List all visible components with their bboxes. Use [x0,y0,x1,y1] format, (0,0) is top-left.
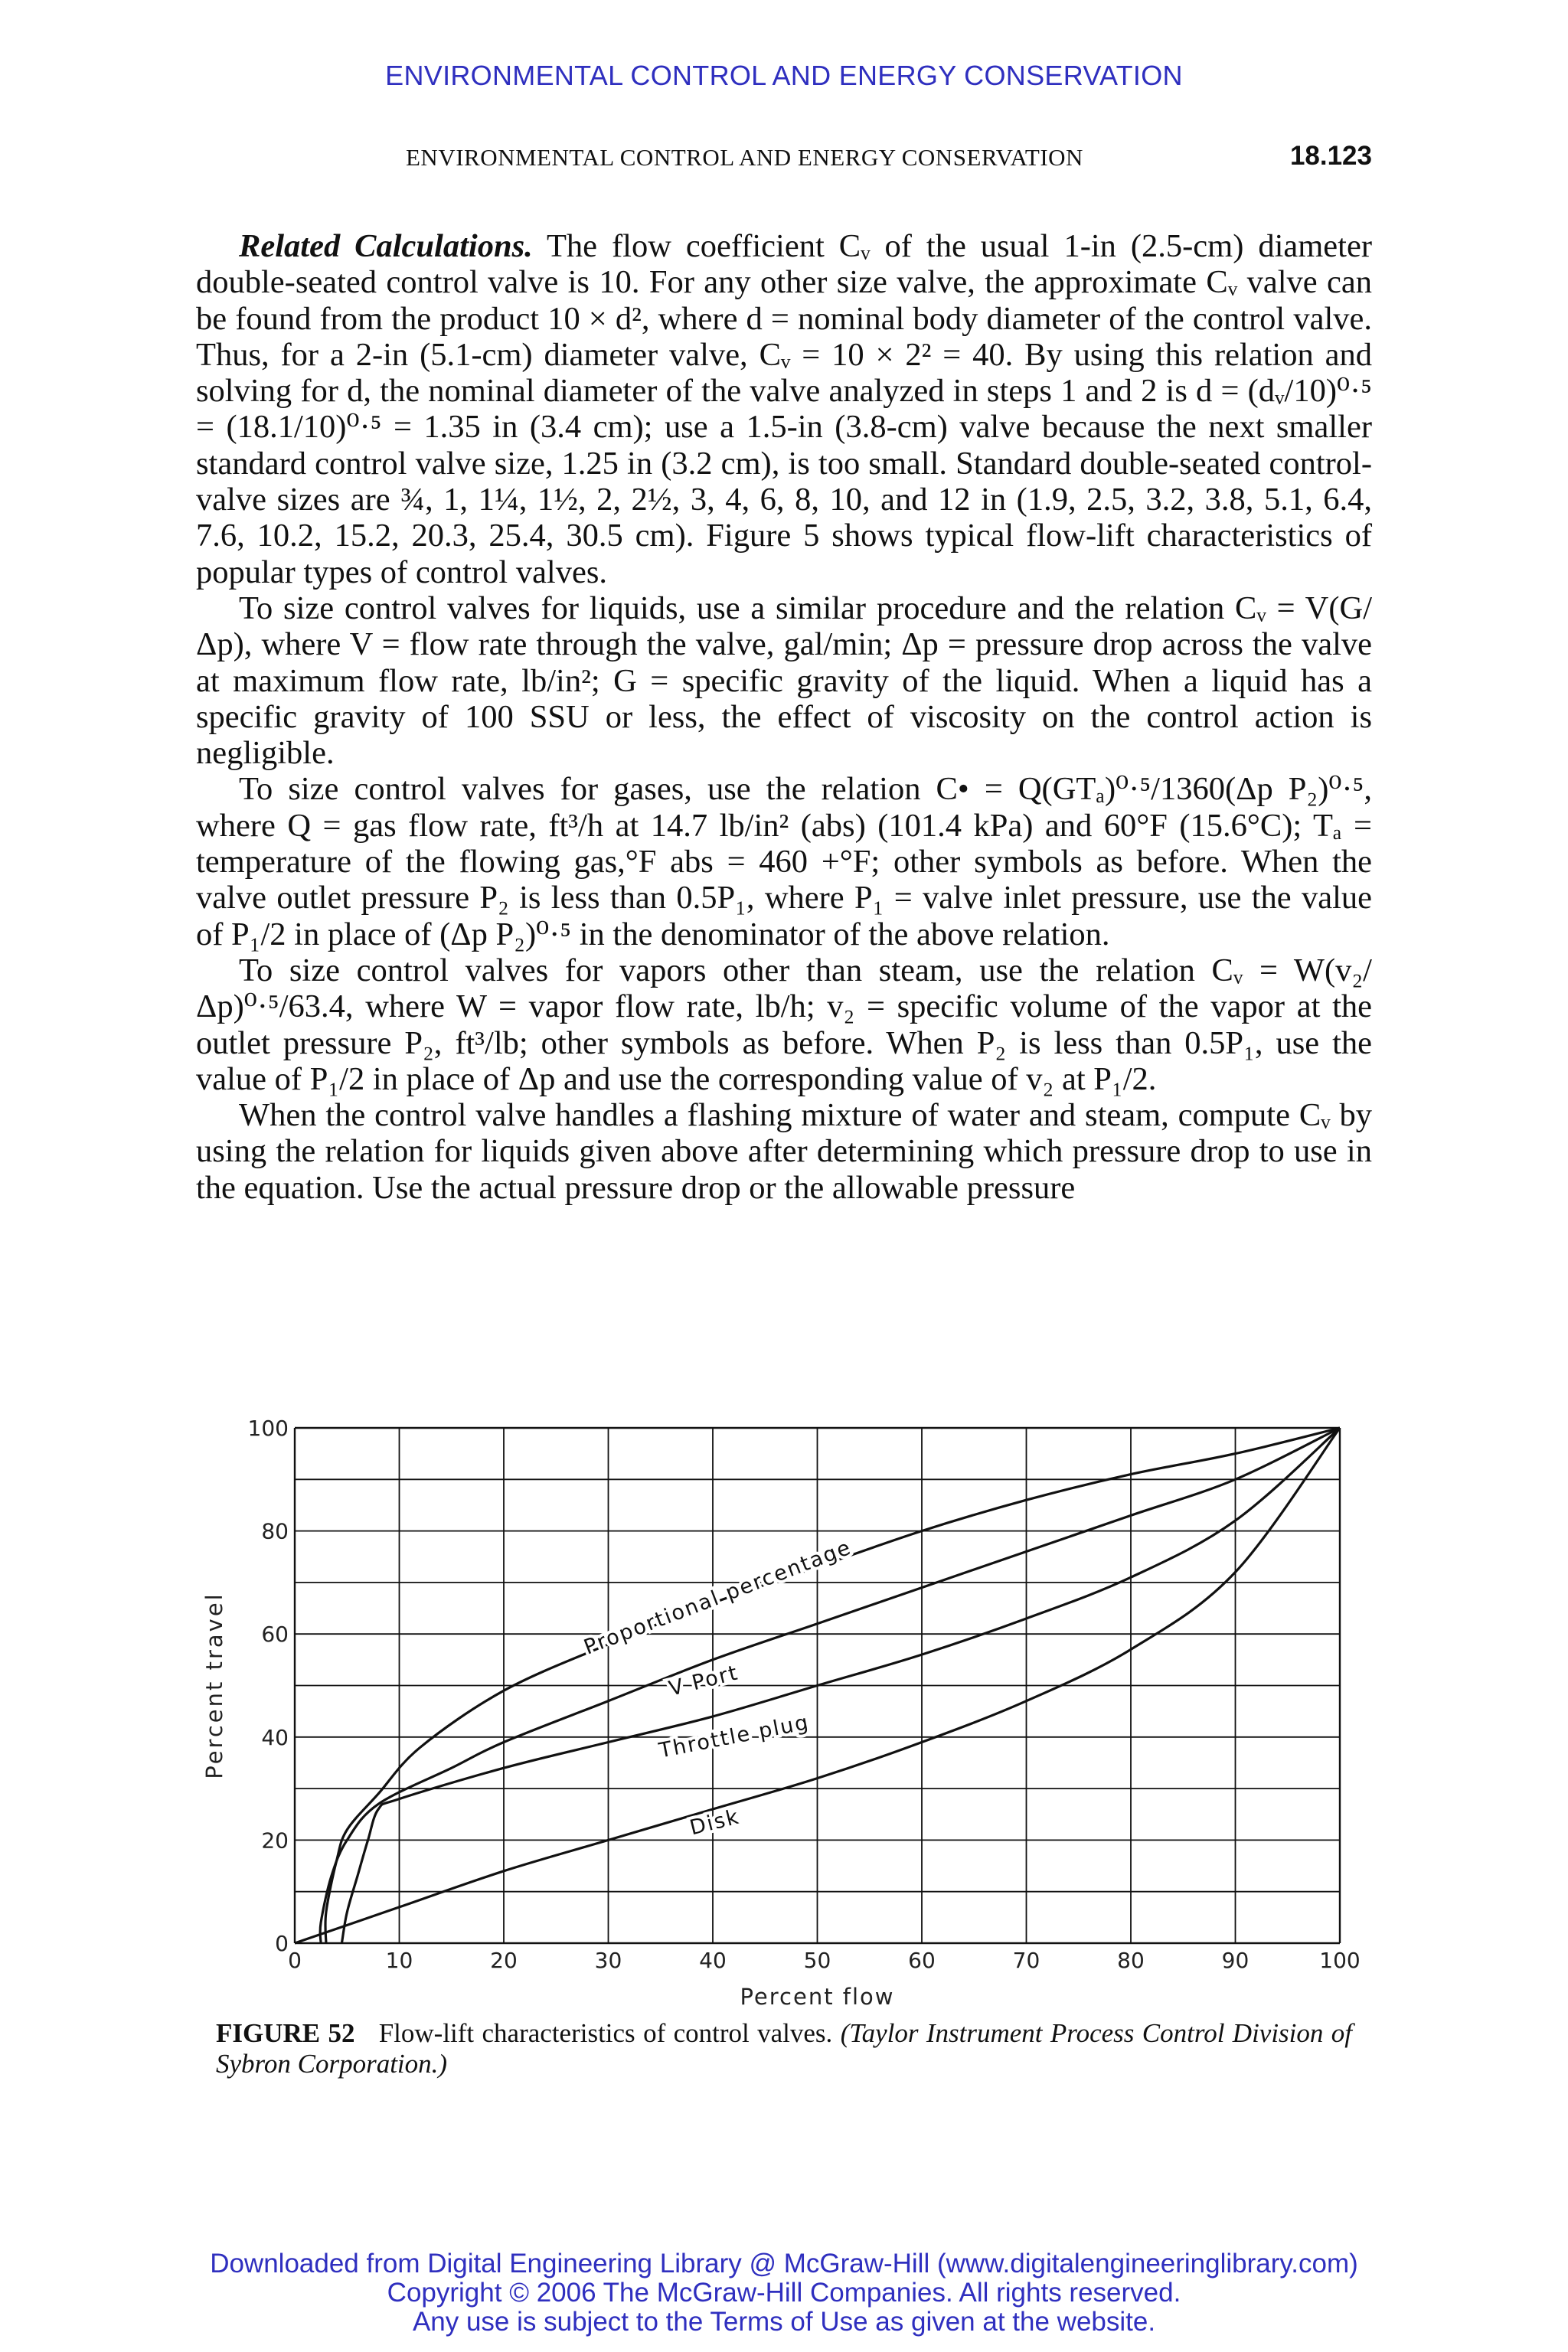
run-in-heading: Related Calculations. [239,228,533,264]
x-tick-label: 70 [1012,1948,1040,1973]
x-axis-label: Percent flow [740,1984,895,2010]
chapter-banner: ENVIRONMENTAL CONTROL AND ENERGY CONSERVATION [385,60,1183,91]
x-tick-label: 20 [490,1948,518,1973]
y-tick-label: 20 [261,1828,289,1854]
paragraph-text: The flow coefficient Cᵥ of the usual 1-in (2.5-cm) diameter double-seated control valve is 10. For any other size valve, the approximate Cᵥ valve can be found from the product 10 × d², where d = nominal body diameter of the control valve. Thus, for a 2-in (5.1-cm) diameter valve, Cᵥ = 10 × 2² = 40. By using this relation and solving for d, the nominal diameter of the valve analyzed in steps 1 and 2 is d = (dᵥ/10)⁰·⁵ = (18.1/10)⁰·⁵ = 1.35 in (3.4 cm); use a 1.5-in (3.8-cm) valve because the next smaller standard control valve size, 1.25 in (3.2 cm), is too small. Standard double-seated control-valve sizes are ¾, 1, 1¼, 1½, 2, 2½, 3, 4, 6, 8, 10, and 12 in (1.9, 2.5, 3.2, 3.8, 5.1, 6.4, 7.6, 10.2, 15.2, 20.3, 25.4, 30.5 cm). Figure 5 shows typical flow-lift characteristics of popular types of control valves. [196,228,1372,590]
x-tick-label: 50 [803,1948,831,1973]
footer-terms-line: Any use is subject to the Terms of Use as given at the website. [412,2307,1156,2337]
figure-label: FIGURE 52 [216,2018,355,2048]
footer-download-line[interactable]: Downloaded from Digital Engineering Library @ McGraw-Hill (www.digitalengineeringlibrary.com) [210,2249,1358,2278]
x-tick-label: 100 [1319,1948,1361,1973]
y-tick-label: 60 [261,1622,289,1648]
page-number: 18.123 [1289,141,1372,171]
y-axis-label: Percent travel [201,1592,227,1779]
y-tick-label: 100 [247,1416,289,1441]
flow-lift-chart [195,1409,1374,2014]
x-tick-label: 90 [1221,1948,1250,1973]
caption-text: Flow-lift characteristics of control valves. [378,2018,833,2048]
x-tick-label: 40 [699,1948,727,1973]
v-port-label: V Port [666,1661,741,1701]
body-text [196,228,1372,1206]
running-head: ENVIRONMENTAL CONTROL AND ENERGY CONSERVATION [406,144,1083,171]
y-tick-label: 0 [275,1931,289,1956]
x-tick-label: 80 [1117,1948,1145,1973]
x-tick-label: 30 [594,1948,622,1973]
x-tick-label: 0 [288,1948,302,1973]
proportional-percentage-label: Proportional percentage [580,1535,855,1660]
x-tick-label: 10 [385,1948,413,1973]
paragraph: To size control valves for gases, use the relation C• = Q(GTₐ)⁰·⁵/1360(Δp P₂)⁰·⁵, where Q = gas flow rate, ft³/h at 14.7 lb/in² (abs) (101.4 kPa) and 60°F (15.6°C); Tₐ = temperature of the flowing gas,°F abs = 460 +°F; other symbols as before. When the valve outlet pressure P₂ is less than 0.5P₁, where P₁ = valve inlet pressure, use the value of P₁/2 in place of (Δp P₂)⁰·⁵ in the denominator of the above relation. [196,771,1372,952]
paragraph: When the control valve handles a flashing mixture of water and steam, compute Cᵥ by using the relation for liquids given above after determining which pressure drop to use in the equation. Use the actual pressure drop or the allowable pressure [196,1097,1372,1206]
footer-copyright-line: Copyright © 2006 The McGraw-Hill Companies. All rights reserved. [387,2278,1181,2308]
disk-label: Disk [687,1805,743,1841]
x-tick-label: 60 [908,1948,936,1973]
throttle-plug-label: Throttle plug [657,1710,812,1763]
download-footer [0,2249,1568,2337]
y-tick-label: 40 [261,1724,289,1750]
paragraph: To size control valves for liquids, use a similar procedure and the relation Cᵥ = V(G/Δp), where V = flow rate through the valve, gal/min; Δp = pressure drop across the valve at maximum flow rate, lb/in²; G = specific gravity of the liquid. When a liquid has a specific gravity of 100 SSU or less, the effect of viscosity on the control action is negligible. [196,590,1372,772]
caption-credit: (Taylor Instrument Process Control Division of Sybron Corporation.) [216,2018,1353,2079]
paragraph: To size control valves for vapors other than steam, use the relation Cᵥ = W(v₂/Δp)⁰·⁵/63.4, where W = vapor flow rate, lb/h; v₂ = specific volume of the vapor at the outlet pressure P₂, ft³/lb; other symbols as before. When P₂ is less than 0.5P₁, use the value of P₁/2 in place of Δp and use the corresponding value of v₂ at P₁/2. [196,952,1372,1097]
figure-caption [216,2018,1352,2079]
y-tick-label: 80 [261,1518,289,1544]
paragraph [196,228,1372,590]
